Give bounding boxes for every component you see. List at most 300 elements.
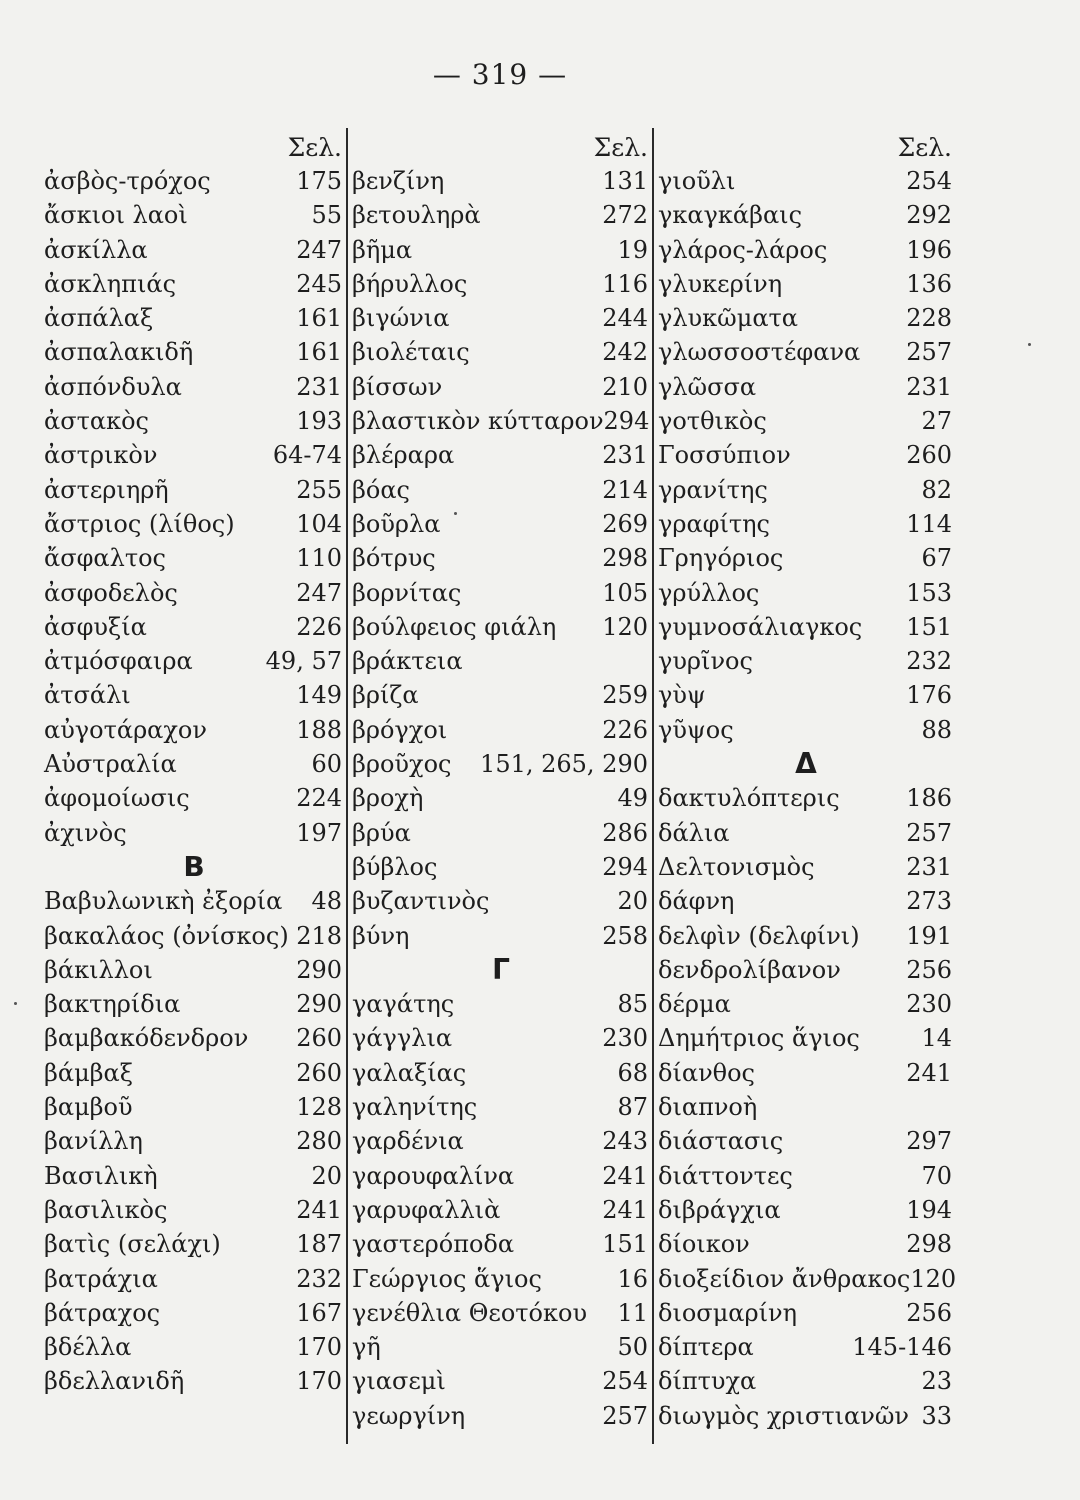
index-entry bbox=[44, 816, 344, 850]
index-page-ref: 33 bbox=[921, 1401, 952, 1430]
index-term: γκαγκάβαις bbox=[658, 201, 803, 230]
index-entry bbox=[44, 1296, 344, 1330]
index-page-ref: 11 bbox=[617, 1298, 648, 1327]
index-term: βιολέταις bbox=[352, 338, 470, 367]
index-term: ἀσπάλαξ bbox=[44, 304, 154, 333]
index-page-ref: 151, 265, 290 bbox=[480, 750, 648, 779]
index-entry bbox=[352, 644, 650, 678]
index-page-ref: 297 bbox=[906, 1127, 952, 1156]
print-speck bbox=[1028, 343, 1031, 346]
index-term: γῦψος bbox=[658, 715, 734, 744]
index-entry bbox=[352, 1056, 650, 1090]
index-page-ref: 55 bbox=[311, 201, 342, 230]
index-entry bbox=[658, 1021, 954, 1055]
index-entry bbox=[658, 1364, 954, 1398]
index-term: διαπνοὴ bbox=[658, 1093, 758, 1122]
index-page-ref: 226 bbox=[602, 715, 648, 744]
index-page-ref: 110 bbox=[296, 544, 342, 573]
index-page-ref: 231 bbox=[602, 441, 648, 470]
index-term: βανίλλη bbox=[44, 1127, 143, 1156]
index-entry bbox=[44, 1124, 344, 1158]
index-entry bbox=[44, 164, 344, 198]
index-term: βετουληρὰ bbox=[352, 201, 481, 230]
index-page-ref: 16 bbox=[617, 1264, 648, 1293]
index-entry bbox=[658, 1193, 954, 1227]
index-column-3 bbox=[658, 128, 957, 1448]
index-page-ref: 247 bbox=[296, 578, 342, 607]
index-entry bbox=[658, 1090, 954, 1124]
index-entry bbox=[352, 473, 650, 507]
index-entry bbox=[352, 1399, 650, 1433]
index-term: διβράγχια bbox=[658, 1195, 781, 1224]
index-entry bbox=[352, 1021, 650, 1055]
index-page-ref: 67 bbox=[921, 544, 952, 573]
index-term: Γρηγόριος bbox=[658, 544, 784, 573]
index-term: γενέθλια Θεοτόκου bbox=[352, 1298, 588, 1327]
index-page-ref: 231 bbox=[906, 852, 952, 881]
index-entry bbox=[44, 610, 344, 644]
index-entry bbox=[352, 713, 650, 747]
index-term: βιγώνια bbox=[352, 304, 450, 333]
index-term: γαλαξίας bbox=[352, 1058, 467, 1087]
index-page-ref: 48 bbox=[311, 887, 342, 916]
index-entry bbox=[352, 610, 650, 644]
index-term: δάφνη bbox=[658, 887, 735, 916]
index-term: βότρυς bbox=[352, 544, 436, 573]
index-term: γραφίτης bbox=[658, 509, 770, 538]
index-entry bbox=[352, 164, 650, 198]
index-term: Αὐστραλία bbox=[44, 750, 177, 779]
index-entry bbox=[658, 644, 954, 678]
section-letter: B bbox=[183, 849, 205, 883]
index-term: γαρδένια bbox=[352, 1127, 464, 1156]
index-entry bbox=[44, 541, 344, 575]
index-page-ref: 49, 57 bbox=[265, 647, 342, 676]
index-page-ref: 193 bbox=[296, 407, 342, 436]
index-entry bbox=[658, 1227, 954, 1261]
index-page-ref: 292 bbox=[906, 201, 952, 230]
index-page-ref: 149 bbox=[296, 681, 342, 710]
index-term: βόας bbox=[352, 475, 410, 504]
index-entry bbox=[352, 781, 650, 815]
index-page-ref: 187 bbox=[296, 1230, 342, 1259]
index-page-ref: 20 bbox=[311, 1161, 342, 1190]
index-page-ref: 257 bbox=[602, 1401, 648, 1430]
index-page-ref: 114 bbox=[906, 509, 952, 538]
index-term: ἀστεριηρῆ bbox=[44, 475, 169, 504]
index-term: βράκτεια bbox=[352, 647, 463, 676]
index-page-ref: 104 bbox=[296, 509, 342, 538]
index-term: ἀστρικὸν bbox=[44, 441, 158, 470]
index-page-ref: 298 bbox=[906, 1230, 952, 1259]
index-page-ref: 294 bbox=[602, 852, 648, 881]
index-entry bbox=[44, 1090, 344, 1124]
index-page-ref: 151 bbox=[602, 1230, 648, 1259]
index-entry bbox=[44, 301, 344, 335]
index-term: βροχὴ bbox=[352, 784, 424, 813]
index-entry bbox=[658, 301, 954, 335]
index-page-ref: 60 bbox=[311, 750, 342, 779]
index-page-ref: 49 bbox=[617, 784, 648, 813]
index-page-ref: 226 bbox=[296, 612, 342, 641]
index-term: Βαβυλωνικὴ ἐξορία bbox=[44, 887, 283, 916]
index-entry bbox=[658, 404, 954, 438]
index-entry bbox=[352, 747, 650, 781]
index-entry bbox=[658, 781, 954, 815]
index-term: γαρουφαλίνα bbox=[352, 1161, 515, 1190]
index-term: Γοσσύπιον bbox=[658, 441, 791, 470]
index-page-ref: 290 bbox=[296, 990, 342, 1019]
index-entry bbox=[44, 507, 344, 541]
index-entry bbox=[658, 1262, 957, 1296]
print-speck bbox=[14, 1002, 17, 1005]
index-entry bbox=[658, 850, 954, 884]
index-term: Βασιλικὴ bbox=[44, 1161, 158, 1190]
index-page-ref: 280 bbox=[296, 1127, 342, 1156]
index-page-ref: 228 bbox=[906, 304, 952, 333]
index-term: γαρυφαλλιὰ bbox=[352, 1195, 501, 1224]
index-entry bbox=[44, 953, 344, 987]
index-page-ref: 247 bbox=[296, 235, 342, 264]
index-page-ref: 136 bbox=[906, 269, 952, 298]
index-term: ἀτσάλι bbox=[44, 681, 131, 710]
index-term: βροῦχος bbox=[352, 750, 452, 779]
index-page-ref: 273 bbox=[906, 887, 952, 916]
index-entry bbox=[352, 1193, 650, 1227]
index-page-ref: 260 bbox=[296, 1058, 342, 1087]
index-entry bbox=[44, 644, 344, 678]
index-term: γιασεμὶ bbox=[352, 1367, 446, 1396]
index-page-ref: 19 bbox=[617, 235, 648, 264]
column-header: Σελ. bbox=[287, 133, 342, 162]
index-term: βύνη bbox=[352, 921, 410, 950]
index-term: δακτυλόπτερις bbox=[658, 784, 840, 813]
index-entry bbox=[352, 301, 650, 335]
index-term: δάλια bbox=[658, 818, 730, 847]
index-entry bbox=[658, 370, 954, 404]
index-entry bbox=[352, 267, 650, 301]
index-term: αὐγοτάραχον bbox=[44, 715, 207, 744]
index-entry bbox=[658, 919, 954, 953]
index-entry bbox=[658, 713, 954, 747]
index-page-ref: 242 bbox=[602, 338, 648, 367]
index-page-ref: 70 bbox=[921, 1161, 952, 1190]
index-term: γαστερόποδα bbox=[352, 1230, 515, 1259]
index-page-ref: 120 bbox=[910, 1264, 957, 1293]
index-entry bbox=[44, 987, 344, 1021]
index-term: γρανίτης bbox=[658, 475, 768, 504]
index-page-ref: 232 bbox=[906, 647, 952, 676]
index-entry bbox=[44, 781, 344, 815]
index-term: βρύα bbox=[352, 818, 411, 847]
index-term: βλέραρα bbox=[352, 441, 455, 470]
index-page-ref: 241 bbox=[296, 1195, 342, 1224]
index-term: βαμβοῦ bbox=[44, 1093, 133, 1122]
index-entry bbox=[658, 987, 954, 1021]
index-entry bbox=[352, 850, 650, 884]
index-term: γιοῦλι bbox=[658, 167, 736, 195]
index-term: βρίζα bbox=[352, 681, 419, 710]
index-entry bbox=[658, 953, 954, 987]
section-letter: Δ bbox=[795, 747, 817, 781]
index-entry bbox=[658, 198, 954, 232]
index-term: γρύλλος bbox=[658, 578, 760, 607]
index-page-ref: 170 bbox=[296, 1367, 342, 1396]
index-page-ref: 232 bbox=[296, 1264, 342, 1293]
index-page-ref: 230 bbox=[906, 990, 952, 1019]
index-entry bbox=[658, 884, 954, 918]
index-page-ref: 210 bbox=[602, 372, 648, 401]
index-term: ἀστακὸς bbox=[44, 407, 149, 436]
index-page-ref: 87 bbox=[617, 1093, 648, 1122]
index-entry bbox=[352, 541, 650, 575]
index-term: δίπτυχα bbox=[658, 1367, 757, 1396]
index-page-ref: 218 bbox=[296, 921, 342, 950]
index-term: ἀσκίλλα bbox=[44, 235, 148, 264]
index-page-ref: 259 bbox=[602, 681, 648, 710]
index-page-ref: 23 bbox=[921, 1367, 952, 1396]
index-term: ἀσφυξία bbox=[44, 612, 147, 641]
index-page-ref: 244 bbox=[602, 304, 648, 333]
index-page-ref: 167 bbox=[296, 1298, 342, 1327]
index-page-ref: 256 bbox=[906, 955, 952, 984]
index-page-ref: 116 bbox=[602, 269, 648, 298]
index-entry bbox=[44, 1193, 344, 1227]
index-entry bbox=[658, 816, 954, 850]
index-entry bbox=[44, 438, 344, 472]
index-term: ἀφομοίωσις bbox=[44, 784, 190, 813]
index-term: Δημήτριος ἅγιος bbox=[658, 1024, 860, 1053]
index-page-ref: 64-74 bbox=[272, 441, 342, 470]
index-page-ref: 245 bbox=[296, 269, 342, 298]
index-term: ἀσπόνδυλα bbox=[44, 372, 182, 401]
index-page-ref: 120 bbox=[602, 612, 648, 641]
index-page-ref: 230 bbox=[602, 1024, 648, 1053]
index-page-ref: 153 bbox=[906, 578, 952, 607]
index-page-ref: 161 bbox=[296, 304, 342, 333]
index-entry bbox=[352, 1330, 650, 1364]
index-entry bbox=[658, 610, 954, 644]
index-page-ref: 170 bbox=[296, 1333, 342, 1362]
index-entry bbox=[44, 884, 344, 918]
index-column-1 bbox=[44, 128, 344, 1448]
index-page-ref: 255 bbox=[296, 475, 342, 504]
index-entry bbox=[352, 816, 650, 850]
index-entry bbox=[658, 678, 954, 712]
index-entry bbox=[352, 404, 650, 438]
column-header: Σελ. bbox=[593, 133, 648, 162]
index-term: ἄσκιοι λαοὶ bbox=[44, 201, 188, 230]
index-page-ref: 257 bbox=[906, 818, 952, 847]
index-term: διοξείδιον ἄνθρακος bbox=[658, 1264, 911, 1293]
index-entry bbox=[44, 678, 344, 712]
index-term: γλυκῶματα bbox=[658, 304, 799, 333]
index-term: βαμβακόδενδρον bbox=[44, 1024, 249, 1053]
index-term: ἀσφοδελὸς bbox=[44, 578, 178, 607]
index-entry bbox=[44, 576, 344, 610]
index-page-ref: 298 bbox=[602, 544, 648, 573]
index-term: γαγάτης bbox=[352, 990, 455, 1019]
index-entry bbox=[352, 1227, 650, 1261]
index-term: ἀσβὸς-τρόχος bbox=[44, 167, 211, 195]
index-entry bbox=[352, 1159, 650, 1193]
index-page-ref: 241 bbox=[602, 1195, 648, 1224]
index-page-ref: 68 bbox=[617, 1058, 648, 1087]
index-page-ref: 105 bbox=[602, 578, 648, 607]
index-entry bbox=[44, 1364, 344, 1398]
index-entry bbox=[352, 507, 650, 541]
index-page-ref: 186 bbox=[906, 784, 952, 813]
index-term: γαληνίτης bbox=[352, 1093, 478, 1122]
page-number: — 319 — bbox=[432, 58, 568, 91]
index-entry bbox=[44, 1159, 344, 1193]
index-term: Δελτονισμὸς bbox=[658, 852, 815, 881]
index-entry bbox=[44, 1056, 344, 1090]
index-term: γλωσσοστέφανα bbox=[658, 338, 861, 367]
index-entry bbox=[658, 164, 954, 198]
column-header: Σελ. bbox=[897, 133, 952, 162]
index-entry bbox=[658, 1330, 954, 1364]
index-term: βοῦρλα bbox=[352, 509, 441, 538]
index-term: ἄσφαλτος bbox=[44, 544, 166, 573]
index-term: βάκιλλοι bbox=[44, 955, 153, 984]
index-page-ref: 241 bbox=[602, 1161, 648, 1190]
index-page-ref: 260 bbox=[296, 1024, 342, 1053]
index-term: γλῶσσα bbox=[658, 372, 757, 401]
index-term: βδέλλα bbox=[44, 1333, 132, 1362]
index-page-ref: 88 bbox=[921, 715, 952, 744]
index-term: δίπτερα bbox=[658, 1333, 754, 1362]
index-entry bbox=[44, 919, 344, 953]
section-letter: Γ bbox=[492, 952, 510, 986]
index-page-ref: 256 bbox=[906, 1298, 952, 1327]
index-term: γλυκερίνη bbox=[658, 269, 783, 298]
index-term: βατὶς (σελάχι) bbox=[44, 1230, 221, 1259]
index-entry bbox=[44, 1330, 344, 1364]
index-page-ref: 145-146 bbox=[852, 1333, 952, 1362]
index-entry bbox=[658, 1056, 954, 1090]
index-page-ref: 260 bbox=[906, 441, 952, 470]
index-entry bbox=[658, 507, 954, 541]
index-page-ref: 269 bbox=[602, 509, 648, 538]
index-entry bbox=[352, 233, 650, 267]
index-entry bbox=[44, 1021, 344, 1055]
index-entry bbox=[352, 576, 650, 610]
index-entry bbox=[44, 335, 344, 369]
index-page-ref: 175 bbox=[296, 167, 342, 195]
index-entry bbox=[44, 267, 344, 301]
column-divider bbox=[652, 128, 654, 1444]
index-entry bbox=[658, 576, 954, 610]
index-entry bbox=[352, 370, 650, 404]
index-page-ref: 214 bbox=[602, 475, 648, 504]
index-term: βασιλικὸς bbox=[44, 1195, 168, 1224]
index-entry bbox=[44, 1227, 344, 1261]
index-term: βύβλος bbox=[352, 852, 438, 881]
index-page-ref: 290 bbox=[296, 955, 342, 984]
index-term: διωγμὸς χριστιανῶν bbox=[658, 1401, 909, 1430]
index-page-ref: 188 bbox=[296, 715, 342, 744]
index-entry bbox=[352, 438, 650, 472]
index-entry bbox=[658, 541, 954, 575]
index-page-ref: 191 bbox=[906, 921, 952, 950]
index-page-ref: 20 bbox=[617, 887, 648, 916]
index-entry bbox=[352, 198, 650, 232]
index-page-ref: 258 bbox=[602, 921, 648, 950]
index-term: διάττοντες bbox=[658, 1161, 793, 1190]
index-term: διοσμαρίνη bbox=[658, 1298, 797, 1327]
index-page-ref: 197 bbox=[296, 818, 342, 847]
index-entry bbox=[44, 370, 344, 404]
index-entry bbox=[44, 198, 344, 232]
index-page-ref: 294 bbox=[603, 407, 650, 436]
index-entry bbox=[352, 1262, 650, 1296]
index-entry bbox=[658, 1296, 954, 1330]
index-term: δίοικον bbox=[658, 1230, 750, 1259]
index-entry bbox=[658, 267, 954, 301]
index-term: γυρῖνος bbox=[658, 647, 753, 676]
index-entry bbox=[352, 1090, 650, 1124]
index-term: βατράχια bbox=[44, 1264, 158, 1293]
index-entry bbox=[658, 1399, 954, 1433]
index-entry bbox=[658, 335, 954, 369]
index-page-ref: 286 bbox=[602, 818, 648, 847]
index-term: ἀσπαλακιδῆ bbox=[44, 338, 194, 367]
index-term: βρόγχοι bbox=[352, 715, 448, 744]
index-term: βούλφειος φιάλη bbox=[352, 612, 557, 641]
index-page-ref: 151 bbox=[906, 612, 952, 641]
index-entry bbox=[658, 233, 954, 267]
index-page-ref: 254 bbox=[602, 1367, 648, 1396]
index-term: ἄστριος (λίθος) bbox=[44, 509, 235, 538]
index-page-ref: 161 bbox=[296, 338, 342, 367]
index-page-ref: 243 bbox=[602, 1127, 648, 1156]
index-term: γυμνοσάλιαγκος bbox=[658, 612, 863, 641]
index-term: δέρμα bbox=[658, 990, 731, 1019]
index-page-ref: 194 bbox=[906, 1195, 952, 1224]
index-page-ref: 272 bbox=[602, 201, 648, 230]
index-term: γὺψ bbox=[658, 681, 706, 710]
index-term: βακαλάος (ὀνίσκος) bbox=[44, 921, 289, 950]
index-page-ref: 231 bbox=[906, 372, 952, 401]
index-entry bbox=[658, 438, 954, 472]
index-term: βῆμα bbox=[352, 235, 413, 264]
index-page-ref: 85 bbox=[617, 990, 648, 1019]
index-page-ref: 241 bbox=[906, 1058, 952, 1087]
index-term: γῆ bbox=[352, 1333, 381, 1362]
index-page-ref: 257 bbox=[906, 338, 952, 367]
index-term: δενδρολίβανον bbox=[658, 955, 841, 984]
index-term: βυζαντινὸς bbox=[352, 887, 490, 916]
index-term: βάτραχος bbox=[44, 1298, 161, 1327]
index-term: γάγγλια bbox=[352, 1024, 453, 1053]
index-column-2 bbox=[352, 128, 650, 1448]
index-entry bbox=[44, 233, 344, 267]
index-page-ref: 50 bbox=[617, 1333, 648, 1362]
index-entry bbox=[44, 404, 344, 438]
index-term: διάστασις bbox=[658, 1127, 784, 1156]
index-entry bbox=[352, 884, 650, 918]
index-page-ref: 176 bbox=[906, 681, 952, 710]
index-term: βήρυλλος bbox=[352, 269, 468, 298]
index-entry bbox=[352, 919, 650, 953]
index-page-ref: 27 bbox=[921, 407, 952, 436]
index-term: γλάρος-λάρος bbox=[658, 235, 828, 264]
index-term: δίανθος bbox=[658, 1058, 755, 1087]
index-entry bbox=[352, 335, 650, 369]
index-entry bbox=[352, 1296, 650, 1330]
index-term: δελφὶν (δελφίνι) bbox=[658, 921, 860, 950]
